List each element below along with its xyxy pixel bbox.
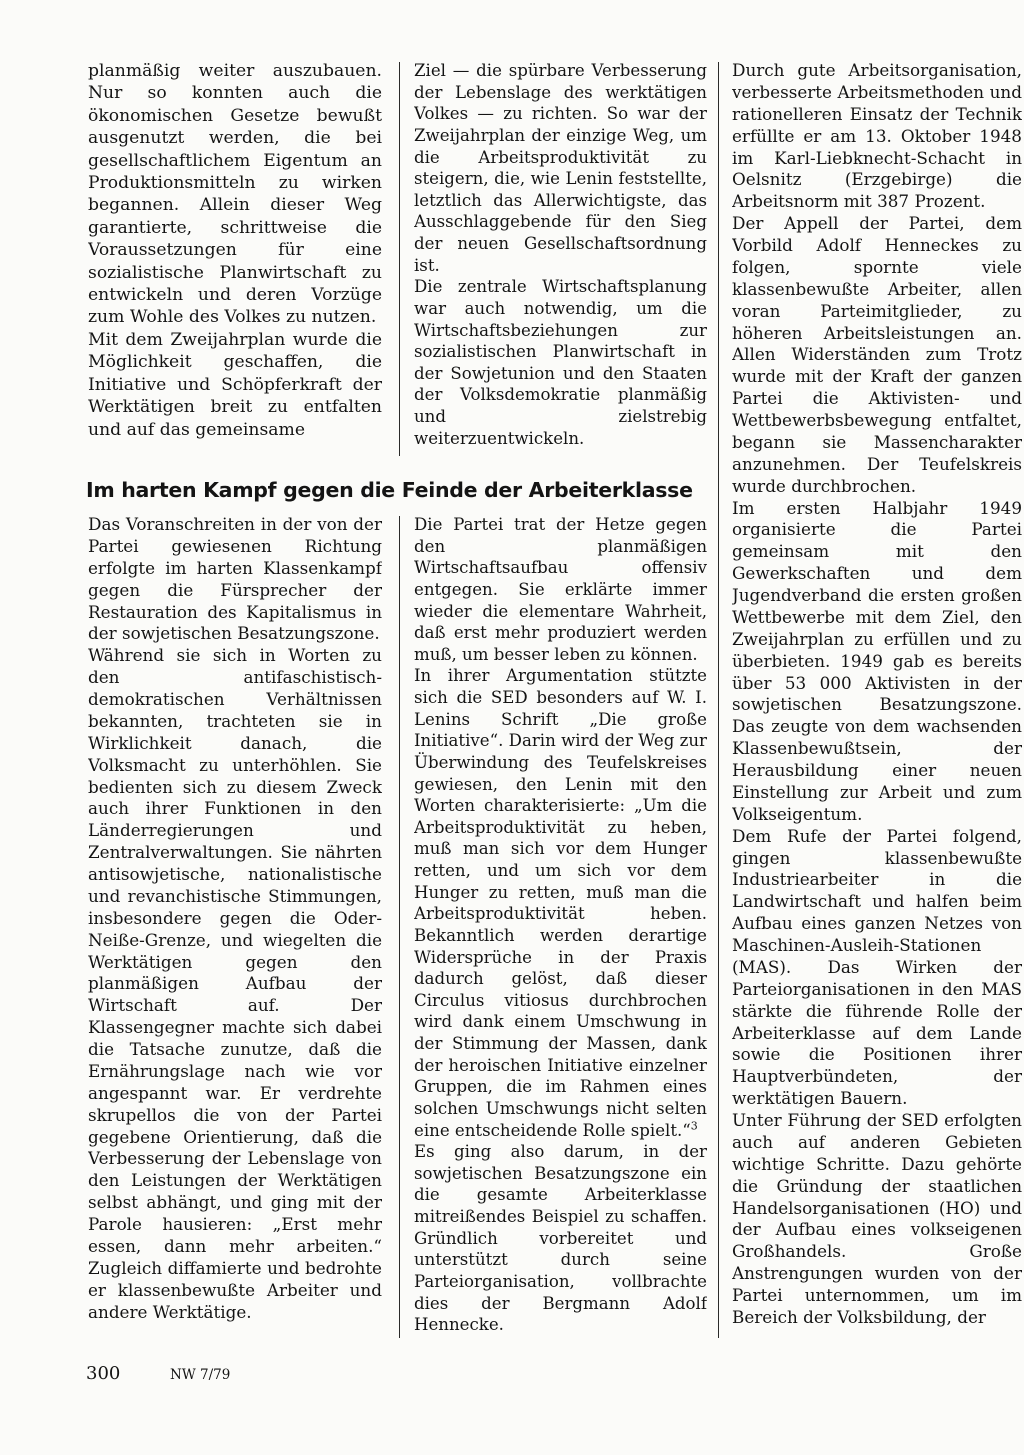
paragraph: Unter Führung der SED erfolgten auch auf anderen Gebieten wichtige Schritte. Dazu gehörte die Gründung der staatlichen Handelsorganisationen (HO) und der Aufbau eines volkseigenen Großhandels. Große Anstrengungen wurden von der Partei unternommen, um im Bereich der Volksbildung, der <box>732 1110 1022 1327</box>
paragraph: Die Partei trat der Hetze gegen den planmäßigen Wirtschaftsaufbau offensiv entgegen. Sie erklärte immer wieder die elementare Wahrheit, daß erst mehr produziert werden muß, um besser leben zu können. <box>414 515 707 664</box>
page-number: 300 <box>86 1363 121 1384</box>
paragraph: Es ging also darum, in der sowjetischen Besatzungszone ein die gesamte Arbeiterklasse mitreißendes Beispiel zu schaffen. Gründlich vorbereitet und unterstützt durch seine Parteiorganisation, vollbrachte dies der Bergmann Adolf Hennecke. <box>414 1142 707 1335</box>
paragraph: Während sie sich in Worten zu den antifaschistisch-demokratischen Verhältnissen bekannten, trachteten sie in Wirklichkeit danach, die Volksmacht zu unterhöhlen. Sie bedienten sich zu diesem Zweck auch ihrer Funktionen in den Länderregierungen und Zentralverwaltungen. Sie nährten antisowjetische, nationalistische und revanchistische Stimmungen, insbesondere gegen die Oder-Neiße-Grenze, und wiegelten die Werktätigen gegen den planmäßigen Aufbau der Wirtschaft auf. Der Klassengegner machte sich dabei die Tatsache zunutze, daß die Ernährungslage nach wie vor angespannt war. Er verdrehte skrupellos die von der Partei gegebene Orientierung, daß die Verbesserung der Lebenslage von den Leistungen der Werktätigen selbst abhängt, und ging mit der Parole hausieren: „Erst mehr essen, dann mehr arbeiten.“ Zugleich diffamierte und bedrohte er klassenbewußte Arbeiter und andere Werktätige. <box>88 645 382 1322</box>
paragraph: planmäßig weiter auszubauen. Nur so konnten auch die ökonomischen Gesetze bewußt ausgenutzt werden, die bei gesellschaftlichem Eigentum an Produktionsmitteln zu wirken begannen. Allein dieser Weg garantierte, schrittweise die Voraussetzungen für eine sozialistische Planwirtschaft zu entwickeln und deren Vorzüge zum Wohle des Volkes zu nutzen. <box>88 61 382 328</box>
paragraph: Der Appell der Partei, dem Vorbild Adolf Henneckes zu folgen, spornte viele klassenbewußte Arbeiter, allen voran Parteimitglieder, zu höheren Arbeitsleistungen an. Allen Widerständen zum Trotz wurde mit der Kraft der ganzen Partei die Aktivisten- und Wettbewerbsbewegung entfaltet, begann sie Massencharakter anzunehmen. Der Teufelskreis wurde durchbrochen. <box>732 213 1022 496</box>
text-column-right <box>732 60 1022 1346</box>
paragraph: Ziel — die spürbare Verbesserung der Lebenslage des werktätigen Volkes — zu richten. So war der Zweijahrplan der einzige Weg, um die Arbeitsproduktivität zu steigern, die, wie Lenin feststellte, letztlich das Allerwichtigste, das Ausschlaggebende für den Sieg der neuen Gesellschaftsordnung ist. <box>414 61 707 275</box>
footnote-marker: 3 <box>690 1118 698 1132</box>
paragraph: Mit dem Zweijahrplan wurde die Möglichkeit geschaffen, die Initiative und Schöpferkraft der Werktätigen breit zu entfalten und auf das gemeinsame <box>88 329 382 440</box>
quote-text: In ihrer Argumentation stützte sich die SED besonders auf W. I. Lenins Schrift „Die große Initiative“. Darin wird der Weg zur Überwindung des Teufelskreises gewiesen, den Lenin mit den Worten charakterisierte: „Um die Arbeitsproduktivität zu heben, muß man sich vor dem Hunger retten, und um sich vor dem Hunger zu retten, muß man die Arbeitsproduktivität heben. Bekanntlich werden derartige Widersprüche in der Praxis dadurch gelöst, daß dieser Circulus vitiosus durchbrochen wird dank einem Umschwung in der Stimmung der Massen, dank der heroischen Initiative einzelner Gruppen, die im Rahmen eines solchen Umschwungs nicht selten eine entscheidende Rolle spielt.“ <box>414 666 707 1140</box>
issue-label: NW 7/79 <box>170 1367 231 1383</box>
paragraph: Dem Rufe der Partei folgend, gingen klassenbewußte Industriearbeiter in die Landwirtschaft und halfen beim Aufbau eines ganzen Netzes von Maschinen-Ausleih-Stationen (MAS). Das Wirken der Parteiorganisationen in den MAS stärkte die führende Rolle der Arbeiterklasse auf dem Lande sowie die Positionen ihrer Hauptverbündeten, der werktätigen Bauern. <box>732 825 1022 1109</box>
column-divider <box>718 62 719 1338</box>
paragraph: Das Voranschreiten in der von der Partei gewiesenen Richtung erfolgte im harten Klassenkampf gegen die Fürsprecher der Restauration des Kapitalismus in der sowjetischen Besatzungszone. <box>88 514 382 644</box>
column-divider <box>399 516 400 1338</box>
section-heading: Im harten Kampf gegen die Feinde der Arbeiterklasse <box>86 478 693 502</box>
text-column-bottom-left <box>88 514 382 1346</box>
text-column-bottom-middle <box>414 514 707 1346</box>
paragraph <box>414 665 707 1141</box>
paragraph: Die zentrale Wirtschaftsplanung war auch notwendig, um die Wirtschaftsbeziehungen zur sozialistischen Planwirtschaft in der Sowjetunion und den Staaten der Volksdemokratie planmäßig und zielstrebig weiterzuentwickeln. <box>414 277 707 448</box>
text-column-top-left <box>88 60 382 466</box>
text-column-top-middle <box>414 60 707 466</box>
column-divider <box>399 62 400 456</box>
paragraph: Im ersten Halbjahr 1949 organisierte die Partei gemeinsam mit den Gewerkschaften und dem Jugendverband die ersten großen Wettbewerbe mit dem Ziel, den Zweijahrplan zu erfüllen und zu überbieten. 1949 gab es bereits über 53 000 Aktivisten in der sowjetischen Besatzungszone. Das zeugte von dem wachsenden Klassenbewußtsein, der Herausbildung einer neuen Einstellung zur Arbeit und zum Volkseigentum. <box>732 497 1022 824</box>
paragraph: Durch gute Arbeitsorganisation, verbesserte Arbeitsmethoden und rationelleren Einsatz der Technik erfüllte er am 13. Oktober 1948 im Karl-Liebknecht-Schacht in Oelsnitz (Erzgebirge) die Arbeitsnorm mit 387 Prozent. <box>732 60 1022 212</box>
